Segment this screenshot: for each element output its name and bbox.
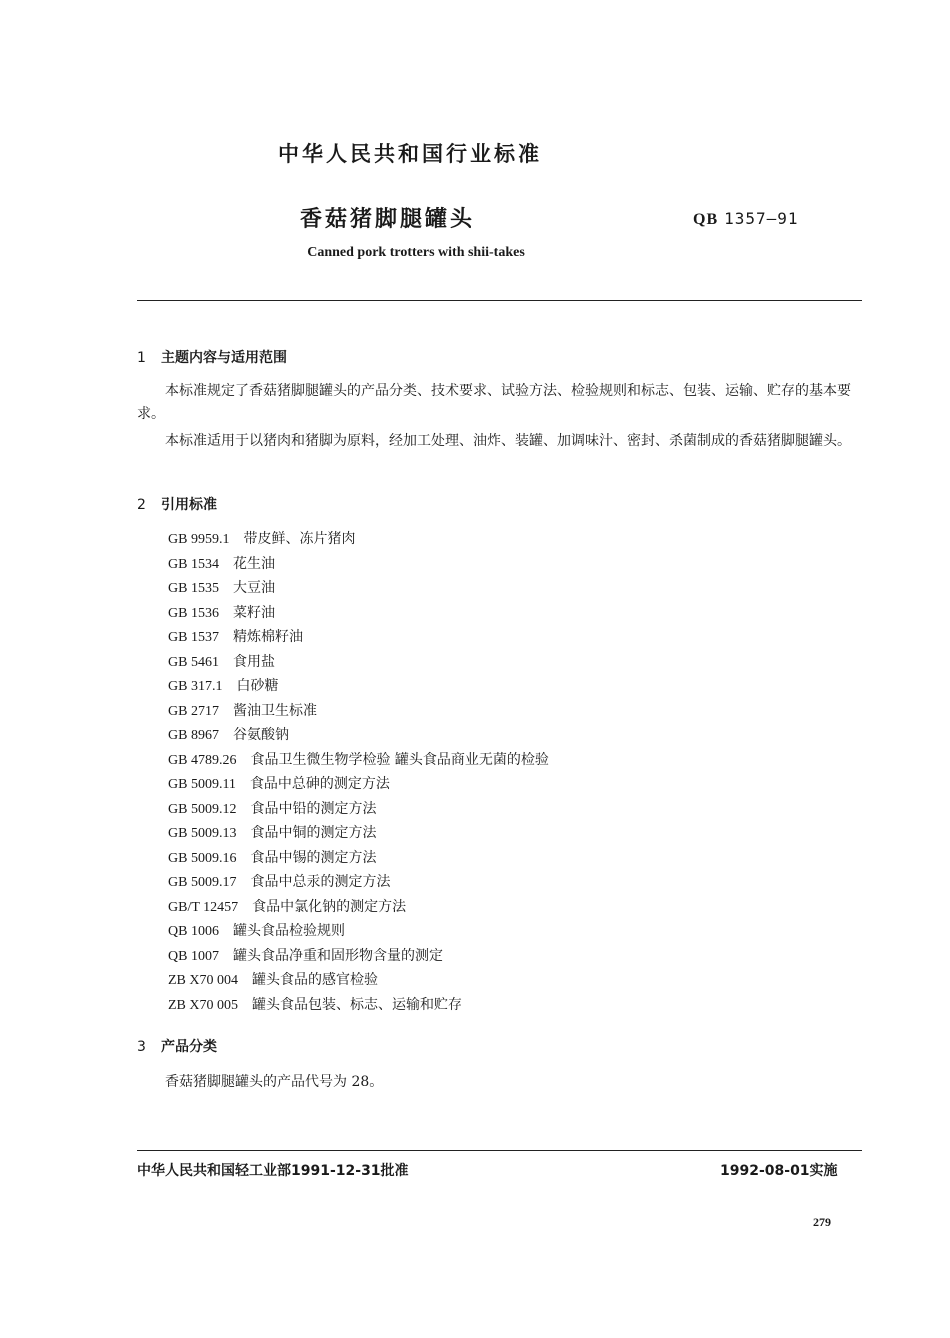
reference-code: QB 1007 [168, 948, 219, 964]
header-divider [137, 300, 862, 301]
section-1-heading [137, 347, 287, 367]
reference-item [168, 993, 549, 1018]
reference-title: 带皮鲜、冻片猪肉 [243, 531, 356, 547]
reference-item [168, 527, 549, 552]
reference-code: ZB X70 004 [168, 973, 238, 988]
reference-code: GB 1537 [168, 630, 219, 645]
reference-item [168, 723, 549, 748]
document-title: 香菇猪脚腿罐头 [300, 207, 476, 232]
reference-item [168, 748, 549, 773]
reference-code: GB 8967 [168, 728, 219, 743]
reference-title: 花生油 [232, 555, 275, 572]
reference-code: ZB X70 005 [168, 997, 238, 1013]
reference-title: 酱油卫生标准 [232, 702, 317, 719]
reference-item [168, 797, 549, 822]
section-number: 2 [137, 497, 146, 513]
section-number: 3 [137, 1039, 146, 1055]
footer-divider [137, 1150, 862, 1151]
standard-code-prefix: QB [693, 211, 719, 228]
reference-code: GB 5009.11 [168, 777, 236, 792]
reference-title: 罐头食品包装、标志、运输和贮存 [252, 996, 462, 1013]
standard-category-title: 中华人民共和国行业标准 [278, 142, 542, 166]
section-3-paragraph-1: 香菇猪脚腿罐头的产品代号为 28。 [165, 1074, 384, 1090]
reference-item [168, 576, 549, 601]
reference-title: 菜籽油 [232, 604, 275, 621]
implementation-date: 1992-08-01实施 [720, 1163, 838, 1179]
section-title: 引用标准 [161, 497, 217, 513]
reference-item [168, 625, 549, 650]
english-title: Canned pork trotters with shii-takes [307, 245, 525, 260]
reference-item [168, 552, 549, 577]
reference-title: 食用盐 [232, 653, 275, 670]
reference-item [168, 772, 549, 797]
reference-title: 食品中铅的测定方法 [250, 800, 377, 817]
reference-code: GB 1534 [168, 556, 219, 572]
reference-title: 食品中锡的测定方法 [250, 849, 377, 866]
reference-code: QB 1006 [168, 924, 219, 939]
reference-title: 罐头食品净重和固形物含量的测定 [232, 947, 443, 964]
reference-code: GB 9959.1 [168, 532, 230, 547]
reference-item [168, 699, 549, 724]
section-3-heading [137, 1036, 217, 1056]
reference-code: GB 5461 [168, 654, 219, 670]
reference-code: GB 1535 [168, 581, 219, 596]
reference-code: GB 317.1 [168, 679, 223, 694]
reference-title: 食品中氯化钠的测定方法 [252, 898, 407, 915]
section-2-heading [137, 494, 217, 514]
reference-item [168, 870, 549, 895]
section-1-paragraph-1: 本标准规定了香菇猪脚腿罐头的产品分类、技术要求、试验方法、检验规则和标志、包装、运输、贮存的基本要求。 [137, 383, 851, 422]
reference-code: GB/T 12457 [168, 899, 239, 915]
reference-item [168, 674, 549, 699]
reference-item [168, 968, 549, 993]
reference-item [168, 650, 549, 675]
reference-title: 罐头食品的感官检验 [252, 972, 378, 988]
reference-title: 食品卫生微生物学检验 罐头食品商业无菌的检验 [250, 751, 549, 768]
reference-code: GB 5009.17 [168, 875, 237, 890]
reference-code: GB 2717 [168, 703, 219, 719]
reference-code: GB 5009.13 [168, 826, 237, 841]
reference-code: GB 1536 [168, 605, 219, 621]
standard-code [693, 209, 799, 229]
reference-title: 白砂糖 [236, 678, 279, 694]
reference-item [168, 601, 549, 626]
reference-code: GB 5009.12 [168, 801, 237, 817]
reference-title: 罐头食品检验规则 [232, 923, 345, 939]
section-1-paragraph-2: 本标准适用于以猪肉和猪脚为原料，经加工处理、油炸、装罐、加调味汁、密封、杀菌制成的香菇猪脚腿罐头。 [165, 433, 851, 449]
approval-statement: 中华人民共和国轻工业部1991-12-31批准 [137, 1163, 409, 1179]
section-title: 产品分类 [161, 1039, 217, 1055]
reference-title: 食品中铜的测定方法 [250, 825, 377, 841]
reference-item [168, 895, 549, 920]
reference-list [168, 527, 549, 1017]
page-number: 279 [813, 1215, 831, 1229]
standard-code-number: 1357—91 [724, 209, 799, 228]
reference-item [168, 919, 549, 944]
reference-code: GB 4789.26 [168, 752, 237, 768]
reference-title: 大豆油 [232, 580, 275, 596]
reference-code: GB 5009.16 [168, 850, 237, 866]
section-number: 1 [137, 350, 146, 366]
reference-title: 食品中总砷的测定方法 [249, 776, 390, 792]
reference-title: 精炼棉籽油 [232, 629, 303, 645]
reference-item [168, 944, 549, 969]
reference-title: 食品中总汞的测定方法 [250, 874, 391, 890]
section-title: 主题内容与适用范围 [161, 350, 287, 366]
reference-item [168, 846, 549, 871]
reference-item [168, 821, 549, 846]
reference-title: 谷氨酸钠 [232, 727, 289, 743]
